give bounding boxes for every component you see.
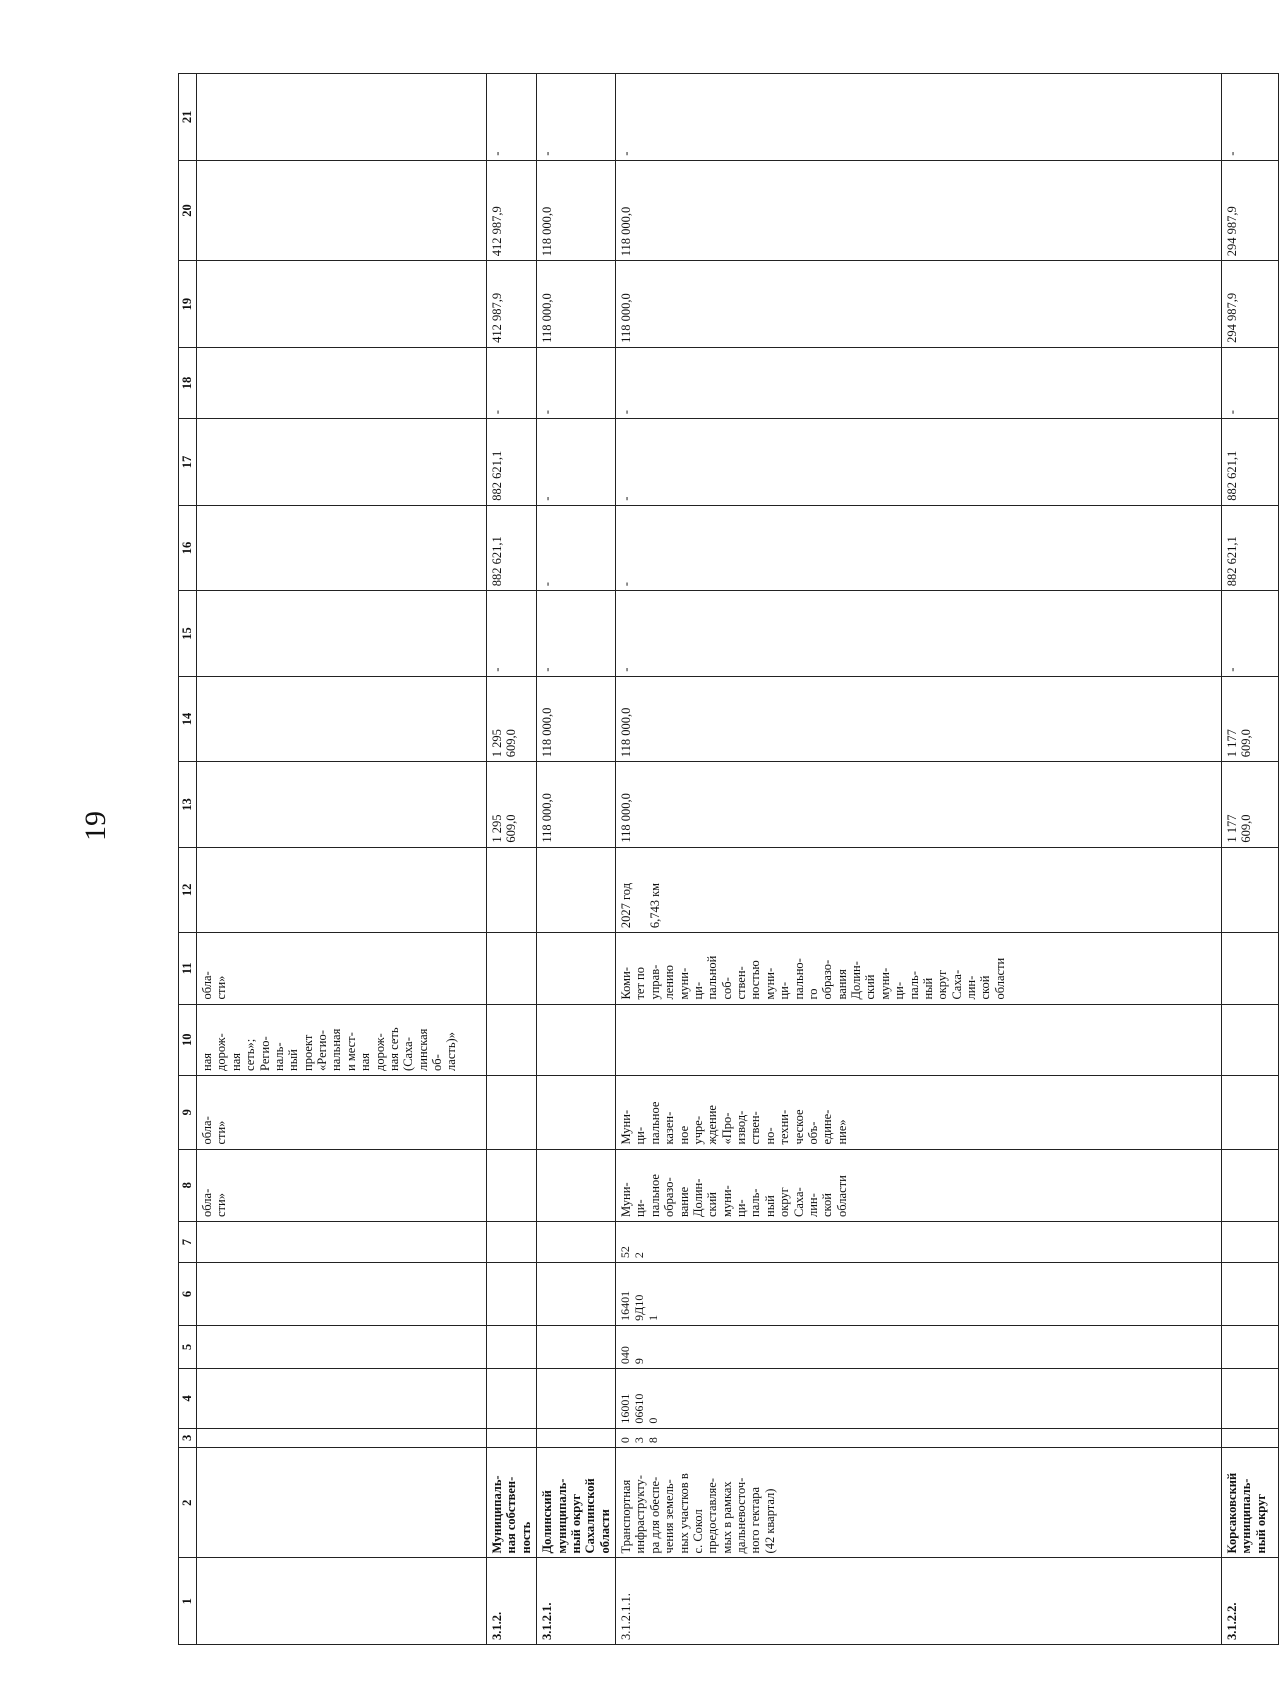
header-cell: 5 bbox=[179, 1325, 197, 1368]
table-cell: 040 9 bbox=[616, 1325, 1222, 1368]
row-number-cell: 3.1.2.2. bbox=[1222, 1558, 1279, 1645]
table-row bbox=[616, 74, 1222, 1645]
table-cell: - bbox=[537, 505, 616, 590]
table-cell: 118 000,0 bbox=[537, 676, 616, 761]
table-cell: 882 621,1 bbox=[487, 419, 537, 506]
table-cell bbox=[487, 847, 537, 932]
table-cell bbox=[197, 676, 487, 761]
table-cell bbox=[197, 847, 487, 932]
header-cell: 11 bbox=[179, 933, 197, 1004]
table-cell: 118 000,0 bbox=[537, 762, 616, 847]
header-cell: 4 bbox=[179, 1369, 197, 1429]
table-cell bbox=[1222, 933, 1279, 1004]
table-cell: 118 000,0 bbox=[537, 160, 616, 261]
table-cell: 52 2 bbox=[616, 1222, 1222, 1263]
header-cell: 2 bbox=[179, 1448, 197, 1558]
table-cell: 118 000,0 bbox=[537, 261, 616, 348]
table-cell: - bbox=[487, 591, 537, 676]
table-cell bbox=[537, 1149, 616, 1221]
table-cell: 412 987,9 bbox=[487, 261, 537, 348]
table-cell bbox=[537, 1075, 616, 1149]
row-number-cell: 3.1.2.1. bbox=[537, 1558, 616, 1645]
table-cell bbox=[197, 419, 487, 506]
table-cell bbox=[197, 261, 487, 348]
table-cell bbox=[1222, 1149, 1279, 1221]
header-cell: 20 bbox=[179, 160, 197, 261]
table-cell: - bbox=[616, 505, 1222, 590]
table-row bbox=[1222, 74, 1279, 1645]
table-cell: 882 621,1 bbox=[1222, 505, 1279, 590]
table-cell: 882 621,1 bbox=[1222, 419, 1279, 506]
table-cell: - bbox=[1222, 347, 1279, 418]
table-row bbox=[537, 74, 616, 1645]
table-cell bbox=[197, 1325, 487, 1368]
table-cell bbox=[616, 1004, 1222, 1075]
table-cell: 1 177 609,0 bbox=[1222, 676, 1279, 761]
row-name-cell: Корсаковский муниципаль- ный округ bbox=[1222, 1448, 1279, 1558]
table-cell: 2027 год 6,743 км bbox=[616, 847, 1222, 932]
table-cell: ная дорож- ная сеть»; Регио- наль- ный проект «Регио- нальная и мест- ная дорож- ная сеть (Саха- линская об- ласть)» bbox=[197, 1004, 487, 1075]
header-cell: 15 bbox=[179, 591, 197, 676]
table-cell bbox=[197, 160, 487, 261]
table-cell: - bbox=[537, 347, 616, 418]
row-number-cell bbox=[197, 1558, 487, 1645]
table-cell: 412 987,9 bbox=[487, 160, 537, 261]
header-cell: 12 bbox=[179, 847, 197, 932]
table-cell bbox=[487, 1075, 537, 1149]
table-cell bbox=[487, 933, 537, 1004]
budget-table bbox=[178, 73, 1279, 1645]
table-cell: - bbox=[616, 74, 1222, 161]
table-cell bbox=[487, 1325, 537, 1368]
table-cell: 294 987,9 bbox=[1222, 160, 1279, 261]
header-cell: 17 bbox=[179, 419, 197, 506]
table-cell: обла- сти» bbox=[197, 933, 487, 1004]
table-cell: - bbox=[616, 347, 1222, 418]
table-cell bbox=[537, 1369, 616, 1429]
row-number-cell: 3.1.2. bbox=[487, 1558, 537, 1645]
table-cell bbox=[537, 847, 616, 932]
table-cell: - bbox=[487, 74, 537, 161]
table-cell: 1 295 609,0 bbox=[487, 762, 537, 847]
table-cell: - bbox=[537, 591, 616, 676]
table-cell: обла- сти» bbox=[197, 1149, 487, 1221]
table-cell bbox=[1222, 1428, 1279, 1447]
table-cell bbox=[1222, 1369, 1279, 1429]
table-cell: Муни- ци- пальное казен- ное учре- ждение «Про- извод- ствен- но- техни- ческое объ- едине- ние» bbox=[616, 1075, 1222, 1149]
table-cell: 882 621,1 bbox=[487, 505, 537, 590]
table-cell: 294 987,9 bbox=[1222, 261, 1279, 348]
table-cell: 118 000,0 bbox=[616, 160, 1222, 261]
table-cell: 0 3 8 bbox=[616, 1428, 1222, 1447]
row-name-cell bbox=[197, 1448, 487, 1558]
table-cell: 1 177 609,0 bbox=[1222, 762, 1279, 847]
table-cell bbox=[1222, 1075, 1279, 1149]
table-cell: - bbox=[1222, 74, 1279, 161]
table-cell bbox=[197, 1369, 487, 1429]
table-cell bbox=[537, 1004, 616, 1075]
table-cell: Коми- тет по управ- лению муни- ци- пальной соб- ствен- ностью муни- ци- пально- го образо- вания Долин- ский муни- ци- паль- ный округ Саха- лин- ской области bbox=[616, 933, 1222, 1004]
table-cell bbox=[197, 74, 487, 161]
table-cell: - bbox=[537, 74, 616, 161]
header-cell: 9 bbox=[179, 1075, 197, 1149]
table-cell bbox=[1222, 1325, 1279, 1368]
header-cell: 16 bbox=[179, 505, 197, 590]
table-cell bbox=[487, 1428, 537, 1447]
header-cell: 18 bbox=[179, 347, 197, 418]
header-cell: 13 bbox=[179, 762, 197, 847]
header-cell: 21 bbox=[179, 74, 197, 161]
table-cell bbox=[487, 1369, 537, 1429]
table-cell: 118 000,0 bbox=[616, 261, 1222, 348]
table-cell bbox=[197, 347, 487, 418]
header-cell: 1 bbox=[179, 1558, 197, 1645]
table-cell bbox=[537, 1428, 616, 1447]
row-name-cell: Транспортная инфраструкту- ра для обеспе- чения земель- ных участков в с. Сокол предоставляе- мых в рамках дальневосточ- ного гектара (42 квартал) bbox=[616, 1448, 1222, 1558]
table-cell: - bbox=[616, 419, 1222, 506]
table-cell bbox=[1222, 1222, 1279, 1263]
table-cell bbox=[197, 1428, 487, 1447]
header-cell: 14 bbox=[179, 676, 197, 761]
table-cell: 16401 9Д10 1 bbox=[616, 1263, 1222, 1326]
table-cell: Муни- ци- пальное образо- вание Долин- ский муни- ци- паль- ный округ Саха- лин- ской области bbox=[616, 1149, 1222, 1221]
table-cell bbox=[537, 1263, 616, 1326]
table-cell bbox=[487, 1263, 537, 1326]
table-row bbox=[487, 74, 537, 1645]
table-cell: - bbox=[487, 347, 537, 418]
table-cell bbox=[1222, 847, 1279, 932]
table-cell bbox=[487, 1222, 537, 1263]
page-number: 19 bbox=[79, 811, 112, 841]
table-cell: - bbox=[1222, 591, 1279, 676]
header-row bbox=[179, 74, 197, 1645]
table-cell: 1 295 609,0 bbox=[487, 676, 537, 761]
table-cell bbox=[197, 762, 487, 847]
table-cell bbox=[197, 591, 487, 676]
table-cell bbox=[197, 1222, 487, 1263]
table-cell bbox=[537, 1222, 616, 1263]
table-cell bbox=[1222, 1263, 1279, 1326]
table-row bbox=[197, 74, 487, 1645]
table-cell bbox=[537, 933, 616, 1004]
header-cell: 7 bbox=[179, 1222, 197, 1263]
header-cell: 10 bbox=[179, 1004, 197, 1075]
header-cell: 3 bbox=[179, 1428, 197, 1447]
rotated-table-sheet bbox=[178, 73, 1272, 1645]
table-cell bbox=[197, 1263, 487, 1326]
table-cell bbox=[537, 1325, 616, 1368]
table-cell: - bbox=[616, 591, 1222, 676]
row-name-cell: Долинский муниципаль- ный округ Сахалинской области bbox=[537, 1448, 616, 1558]
table-cell bbox=[1222, 1004, 1279, 1075]
table-cell bbox=[197, 505, 487, 590]
table-cell bbox=[487, 1149, 537, 1221]
table-cell bbox=[487, 1004, 537, 1075]
table-cell: 118 000,0 bbox=[616, 762, 1222, 847]
table-cell: 16001 06610 0 bbox=[616, 1369, 1222, 1429]
header-cell: 19 bbox=[179, 261, 197, 348]
table-cell: 118 000,0 bbox=[616, 676, 1222, 761]
table-cell: обла- сти» bbox=[197, 1075, 487, 1149]
row-number-cell: 3.1.2.1.1. bbox=[616, 1558, 1222, 1645]
row-name-cell: Муниципаль- ная собствен- ность bbox=[487, 1448, 537, 1558]
header-cell: 6 bbox=[179, 1263, 197, 1326]
table-cell: - bbox=[537, 419, 616, 506]
header-cell: 8 bbox=[179, 1149, 197, 1221]
